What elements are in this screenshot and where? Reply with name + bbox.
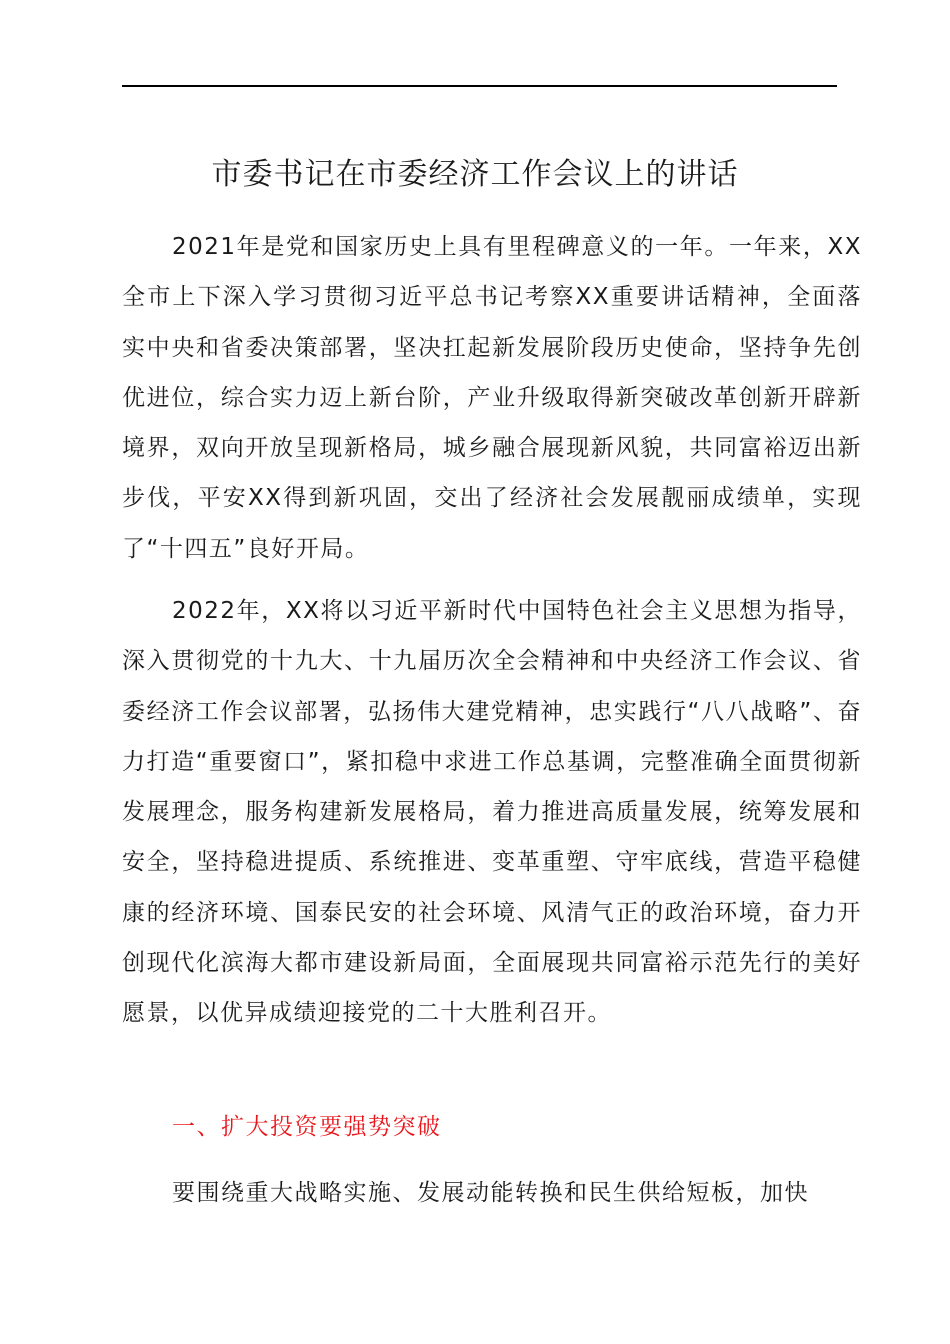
section-heading-investment: 一、扩大投资要强势突破: [172, 1114, 442, 1140]
document-title: 市委书记在市委经济工作会议上的讲话: [211, 157, 739, 192]
header-rule: [122, 85, 837, 87]
paragraph-investment-intro: 要围绕重大战略实施、发展动能转换和民生供给短板，加快: [172, 1180, 809, 1206]
paragraph-2022-plan: 2022年，XX将以习近平新时代中国特色社会主义思想为指导，深入贯彻党的十九大、十九届历次全会精神和中央经济工作会议、省委经济工作会议部署，弘扬伟大建党精神，忠实践行“八八战略”、奋力打造“重要窗口”，紧扣稳中求进工作总基调，完整准确全面贯彻新发展理念，服务构建新发展格局，着力推进高质量发展，统筹发展和安全，坚持稳进提质、系统推进、变革重塑、守牢底线，营造平稳健康的经济环境、国泰民安的社会环境、风清气正的政治环境，奋力开创现代化滨海大都市建设新局面，全面展现共同富裕示范先行的美好愿景，以优异成绩迎接党的二十大胜利召开。: [122, 598, 862, 1027]
paragraph-2021-review: 2021年是党和国家历史上具有里程碑意义的一年。一年来，XX全市上下深入学习贯彻习近平总书记考察XX重要讲话精神，全面落实中央和省委决策部署，坚决扛起新发展阶段历史使命，坚持争先创优进位，综合实力迈上新台阶，产业升级取得新突破改革创新开辟新境界，双向开放呈现新格局，城乡融合展现新风貌，共同富裕迈出新步伐，平安XX得到新巩固，交出了经济社会发展靓丽成绩单，实现了“十四五”良好开局。: [122, 234, 862, 562]
